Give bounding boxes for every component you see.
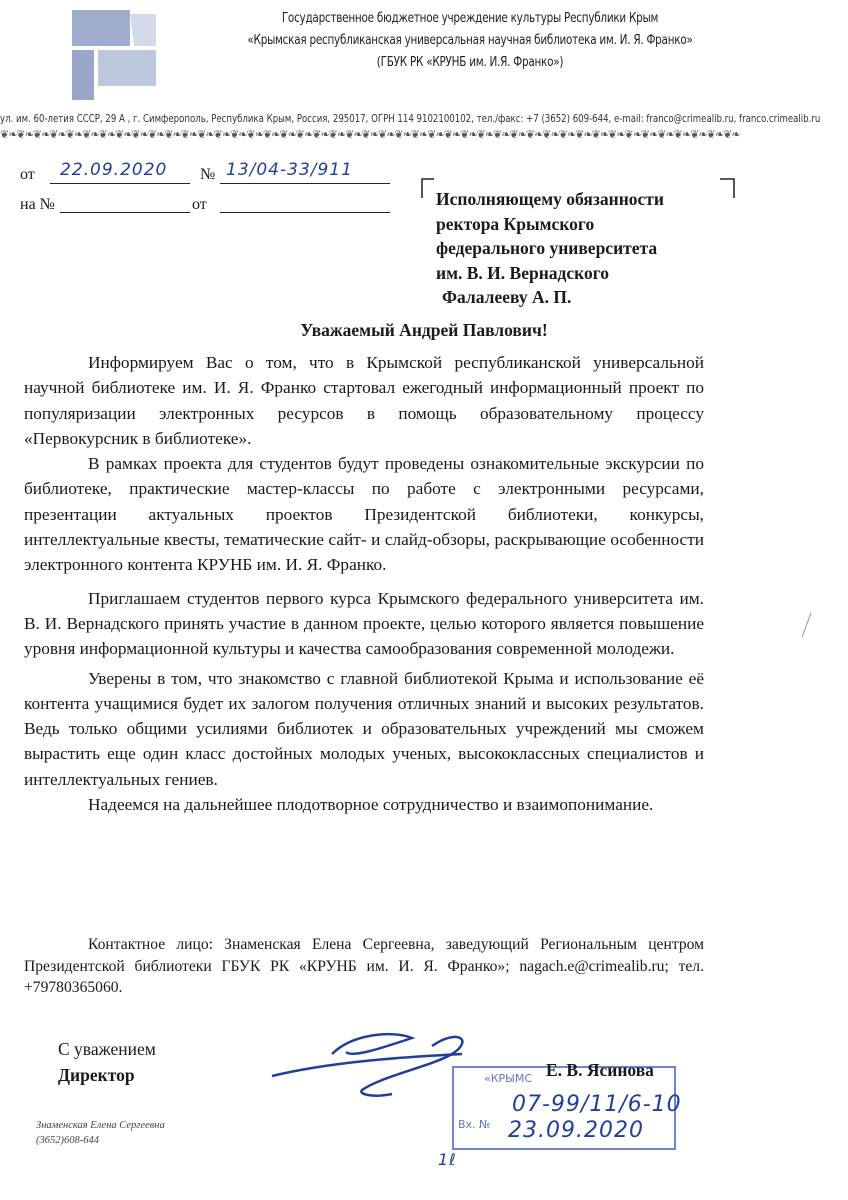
paragraph: Уверены в том, что знакомство с главной библиотекой Крыма и использование её контента учащимися будет их залогом получения отличных знаний и высоких результатов. Ведь только общими усилиями библиотек и образовательных учреждений мы сможем вырастить еще один класс достойных молодых ученых, высококлассных специалистов и интеллектуальных гениев. bbox=[24, 668, 704, 789]
addressee-line: Фалалееву А. П. bbox=[442, 287, 572, 307]
addressee-line: Исполняющему обязанности bbox=[436, 189, 664, 209]
margin-mark bbox=[802, 613, 812, 638]
letter-body bbox=[24, 350, 704, 817]
signature-block bbox=[58, 1036, 156, 1088]
ref-from-label: от bbox=[192, 196, 207, 213]
addressee-block bbox=[436, 187, 726, 310]
stamp-title: «КРЫМС bbox=[484, 1072, 533, 1085]
stamp-in-number: 07-99/11/6-10 bbox=[512, 1092, 682, 1117]
ref-date-underline bbox=[220, 212, 390, 213]
org-name-line2: «Крымская республиканская универсальная научная библиотека им. И. Я. Франко» bbox=[247, 32, 693, 48]
addressee-line: ректора Крымского bbox=[436, 213, 595, 234]
position: Директор bbox=[58, 1065, 135, 1085]
addressee-line: федерального университета bbox=[436, 238, 658, 258]
handwritten-signature bbox=[262, 1024, 482, 1104]
library-logo bbox=[68, 6, 162, 104]
outgoing-number: 13/04-33/911 bbox=[226, 160, 353, 180]
paragraph: В рамках проекта для студентов будут проведены ознакомительные экскурсии по библиотеке, практические мастер-классы по работе с электронными ресурсами, презентации актуальных проектов Президентской библиотеки, конкурсы, интеллектуальные квесты, тематические сайт- и слайд-обзоры, раскрывающие особенности электронного контента КРУНБ им. И. Я. Франко. bbox=[24, 454, 704, 575]
contact-person: Контактное лицо: Знаменская Елена Сергеевна, заведующий Региональным центром Президентской библиотеки ГБУК РК «КРУНБ им. И. Я. Франко»; nagach.e@crimealib.ru; тел. +79780365060. bbox=[24, 936, 704, 996]
org-name-line1: Государственное бюджетное учреждение культуры Республики Крым bbox=[281, 10, 659, 26]
ref-label: на № bbox=[20, 196, 55, 213]
page-mark: 1ℓ bbox=[438, 1150, 457, 1169]
from-label: от bbox=[20, 166, 35, 183]
executor-phone: (3652)608-644 bbox=[36, 1135, 99, 1146]
director-name: Е. В. Ясинова bbox=[546, 1060, 654, 1080]
ref-underline bbox=[60, 212, 190, 213]
paragraph: Приглашаем студентов первого курса Крымского федерального университета им. В. И. Вернадского принять участие в данном проекте, целью которого является повышение уровня информационной культуры и качества самообразования современной молодежи. bbox=[24, 588, 704, 659]
closing: С уважением bbox=[58, 1039, 156, 1059]
org-contacts: ул. им. 60-летия СССР, 29 А , г. Симферополь, Республика Крым, Россия, 295017, ОГРН 114 9102100102, тел./факс: +7 (3652) 609-644, e-mail: franco@crimealib.ru, franco.crimealib.ru bbox=[0, 112, 821, 125]
paragraph: Информируем Вас о том, что в Крымской республиканской универсальной научной библиотеке им. И. Я. Франко стартовал ежегодный информационный проект по популяризации электронных ресурсов в помощь образовательному процессу «Первокурсник в библиотеке». bbox=[24, 353, 704, 448]
executor-name: Знаменская Елена Сергеевна bbox=[36, 1120, 165, 1131]
org-name-short: (ГБУК РК «КРУНБ им. И.Я. Франко») bbox=[376, 54, 564, 70]
addressee-line: им. В. И. Вернадского bbox=[436, 262, 610, 283]
greeting: Уважаемый Андрей Павлович! bbox=[300, 320, 548, 340]
number-label: № bbox=[200, 166, 216, 183]
header-ornament: ❦❧❦❧❦❧❦❧❦❧❦❧❦❧❦❧❦❧❦❧❦❧❦❧❦❧❦❧❦❧❦❧❦❧❦❧❦❧❦❧❦❧❦❧❦❧❦❧❦❧❦❧❦❧❦❧❦❧❦❧❦❧❦❧❦❧❦❧❦❧❦❧❦❧❦❧❦❧❦❧❦❧❦❧❦❧❦❧❦❧ bbox=[0, 128, 740, 140]
stamp-in-label: Вх. № bbox=[458, 1118, 491, 1131]
paragraph: Надеемся на дальнейшее плодотворное сотрудничество и взаимопонимание. bbox=[88, 795, 654, 815]
date-underline bbox=[50, 183, 190, 184]
outgoing-date: 22.09.2020 bbox=[60, 160, 168, 180]
stamp-in-date: 23.09.2020 bbox=[508, 1118, 644, 1143]
number-underline bbox=[220, 183, 390, 184]
executor-block bbox=[36, 1118, 165, 1148]
